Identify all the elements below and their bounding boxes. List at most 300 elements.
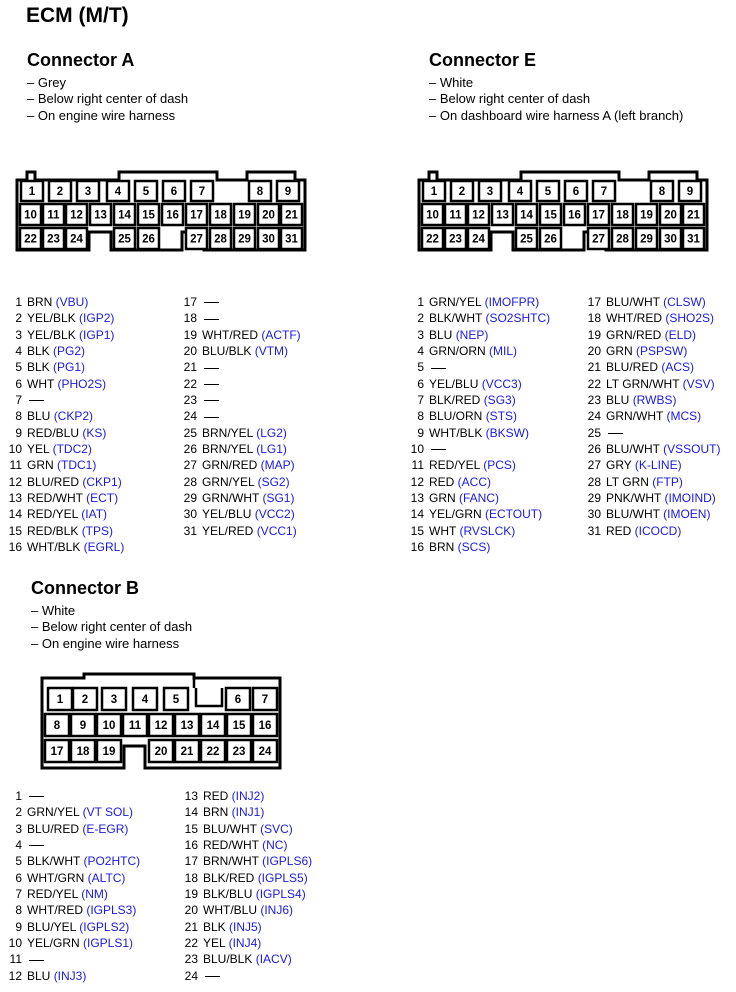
unused-pin-dash — [29, 400, 44, 401]
unused-pin-dash — [431, 449, 446, 450]
unused-pin-dash — [29, 960, 44, 961]
wire-color: BLU — [429, 327, 456, 342]
wire-color: YEL — [203, 936, 229, 951]
wire-color: WHT — [27, 376, 58, 391]
signal-code: (IGPLS5) — [257, 870, 308, 885]
cavity-label: 1 — [56, 694, 64, 706]
signal-code: (MCS) — [666, 409, 702, 424]
connector-a-location: – Below right center of dash — [27, 91, 189, 107]
wire-color: YEL/BLK — [27, 311, 80, 326]
pin-number: 29 — [587, 491, 601, 506]
signal-code: (NM) — [81, 887, 108, 902]
pin-number: 5 — [417, 360, 424, 375]
pin-row — [579, 376, 720, 392]
unused-pin-dash — [431, 368, 446, 369]
pin-row — [175, 523, 301, 539]
signal-code: (VSSOUT) — [663, 442, 721, 457]
wire-color: BLK/WHT — [27, 854, 84, 869]
signal-code: (CLSW) — [663, 295, 706, 309]
cavity-label: 31 — [687, 233, 700, 246]
pin-number: 16 — [184, 838, 198, 853]
signal-code: (PHO2S) — [57, 376, 107, 391]
pin-row — [0, 310, 124, 326]
wire-color: WHT/RED — [606, 311, 666, 326]
wire-color: BLU/WHT — [606, 507, 664, 522]
cavity-label: 21 — [687, 209, 700, 222]
cavity-label: 4 — [114, 186, 122, 198]
signal-code: (VBU) — [55, 295, 89, 309]
pin-number: 21 — [183, 360, 197, 375]
pin-number: 29 — [183, 491, 197, 506]
wire-color: GRN/RED — [202, 458, 261, 473]
cavity-label: 16 — [258, 720, 272, 732]
pin-number: 19 — [183, 327, 197, 342]
signal-code: (PSPSW) — [636, 344, 688, 359]
pin-number: 6 — [15, 870, 22, 885]
wire-color: WHT/RED — [202, 327, 262, 342]
pin-row — [579, 310, 720, 326]
pin-row — [0, 821, 140, 837]
wire-color: BLK/RED — [429, 393, 484, 408]
signal-code: (MIL) — [489, 344, 517, 359]
wire-color: BLU — [27, 409, 54, 424]
pin-row — [402, 408, 550, 424]
pin-number: 7 — [15, 393, 22, 408]
wire-color: BLU/WHT — [606, 295, 664, 309]
pin-number: 1 — [417, 295, 424, 309]
cavity-label: 13 — [94, 209, 107, 222]
wire-color: YEL/RED — [202, 523, 257, 538]
pin-number: 22 — [184, 936, 198, 951]
pin-number: 23 — [587, 393, 601, 408]
cavity-label: 24 — [258, 746, 272, 758]
wire-color: BLU/BLK — [203, 952, 256, 967]
signal-code: (NEP) — [455, 327, 489, 342]
pin-number: 9 — [15, 919, 22, 934]
cavity-label: 18 — [214, 209, 227, 222]
pin-number: 13 — [8, 491, 22, 506]
wire-color: BLU/RED — [27, 821, 83, 836]
wire-color: GRN/YEL — [27, 805, 83, 820]
pin-number: 18 — [587, 311, 601, 326]
pin-number: 3 — [15, 821, 22, 836]
signal-code: (PO2HTC) — [83, 854, 141, 869]
wire-color: YEL/GRN — [27, 936, 84, 951]
pin-number: 12 — [8, 968, 22, 983]
pin-number: 4 — [417, 344, 424, 359]
wire-color: RED/YEL — [429, 458, 484, 473]
pin-row — [175, 425, 301, 441]
pin-number: 20 — [587, 344, 601, 359]
signal-code: (IMOEN) — [663, 507, 711, 522]
pin-row — [175, 327, 301, 343]
cavity-label: 27 — [190, 233, 203, 246]
cavity-label: 8 — [658, 186, 666, 198]
pin-row — [175, 474, 301, 490]
pin-number: 25 — [183, 425, 197, 440]
cavity-label: 6 — [234, 694, 242, 706]
signal-code: (VSV) — [682, 376, 715, 391]
wire-color: GRN/WHT — [202, 491, 263, 506]
signal-code: (MAP) — [260, 458, 295, 473]
pin-number: 7 — [417, 393, 424, 408]
signal-code: (BKSW) — [485, 425, 530, 440]
pin-number: 21 — [587, 360, 601, 375]
pin-row — [175, 490, 301, 506]
wire-color: YEL — [27, 442, 53, 457]
cavity-label: 13 — [180, 720, 194, 732]
wire-color: BLK — [203, 919, 230, 934]
cavity-label: 19 — [238, 209, 251, 222]
pin-number: 7 — [15, 887, 22, 902]
cavity-label: 14 — [118, 209, 131, 222]
page-title: ECM (M/T) — [26, 4, 129, 27]
cavity-label: 17 — [50, 746, 64, 758]
pin-number: 17 — [587, 295, 601, 309]
cavity-label: 4 — [516, 186, 524, 198]
pin-number: 31 — [587, 523, 601, 538]
wire-color: RED/WHT — [27, 491, 87, 506]
signal-code: (SVC) — [260, 821, 293, 836]
cavity-label: 3 — [486, 186, 494, 198]
cavity-label: 21 — [180, 746, 194, 758]
signal-code: (IGPLS2) — [79, 919, 130, 934]
pin-number: 25 — [587, 425, 601, 440]
connector-a-title: Connector A — [27, 50, 135, 70]
connector-b-diagram — [40, 670, 282, 770]
connector-b-harness: – On engine wire harness — [31, 635, 180, 651]
wire-color: YEL/BLU — [202, 507, 255, 522]
pin-row — [0, 457, 124, 473]
pin-row — [0, 935, 140, 951]
cavity-label: 24 — [70, 233, 83, 246]
signal-code: (INJ3) — [53, 968, 87, 983]
pin-row — [579, 359, 720, 375]
cavity-label: 23 — [232, 746, 246, 758]
pin-row — [176, 886, 312, 902]
pin-number: 17 — [183, 295, 197, 309]
wire-color: GRN/YEL — [202, 474, 258, 489]
cavity-label: 9 — [686, 186, 694, 198]
pin-row — [0, 886, 140, 902]
wire-color: BRN — [429, 540, 458, 555]
wire-color: WHT/BLK — [27, 540, 84, 555]
pin-row — [579, 327, 720, 343]
pin-row — [402, 343, 550, 359]
cavity-label: 20 — [664, 209, 677, 222]
signal-code: (ACTF) — [261, 327, 301, 342]
pin-number: 28 — [183, 474, 197, 489]
signal-code: (IMOIND) — [664, 491, 716, 506]
pin-row — [176, 870, 312, 886]
cavity-label: 6 — [170, 186, 178, 198]
pin-number: 13 — [410, 491, 424, 506]
pin-number: 3 — [417, 327, 424, 342]
pin-number: 23 — [183, 393, 197, 408]
pin-row — [402, 425, 550, 441]
pin-number: 15 — [410, 523, 424, 538]
pin-row — [0, 506, 124, 522]
cavity-label: 29 — [640, 233, 653, 246]
cavity-label: 9 — [79, 720, 87, 732]
pin-row — [402, 523, 550, 539]
cavity-label: 2 — [458, 186, 466, 198]
signal-code: (VCC2) — [254, 507, 295, 522]
pin-row — [402, 359, 550, 375]
cavity-label: 11 — [128, 720, 142, 732]
pin-number: 1 — [15, 789, 22, 803]
cavity-label: 22 — [206, 746, 220, 758]
pin-number: 20 — [184, 903, 198, 918]
signal-code: (E-EGR) — [82, 821, 129, 836]
cavity-label: 18 — [616, 209, 629, 222]
pin-number: 11 — [9, 458, 22, 473]
pin-number: 19 — [587, 327, 601, 342]
pin-row — [175, 359, 301, 375]
wire-color: YEL/BLU — [429, 376, 482, 391]
pin-row — [402, 376, 550, 392]
pin-number: 23 — [184, 952, 198, 967]
pin-row — [0, 804, 140, 820]
connector-b-description — [31, 603, 192, 652]
signal-code: (INJ2) — [231, 789, 265, 803]
cavity-label: 9 — [284, 186, 292, 198]
pin-number: 2 — [15, 311, 22, 326]
cavity-label: 7 — [600, 186, 608, 198]
pin-number: 16 — [8, 540, 22, 555]
connector-e-description — [429, 75, 683, 124]
pin-row — [0, 490, 124, 506]
pin-number: 28 — [587, 474, 601, 489]
cavity-label: 14 — [520, 209, 533, 222]
unused-pin-dash — [29, 845, 44, 846]
signal-code: (LG2) — [256, 425, 287, 440]
connector-b-location: – Below right center of dash — [31, 619, 193, 635]
cavity-label: 22 — [426, 233, 439, 246]
signal-code: (K-LINE) — [634, 458, 682, 473]
wire-color: BLK/WHT — [429, 311, 486, 326]
signal-code: (SCS) — [457, 540, 491, 555]
pin-row — [0, 408, 124, 424]
signal-code: (SG1) — [262, 491, 295, 506]
pin-number: 2 — [15, 805, 22, 820]
signal-code: (FANC) — [459, 491, 499, 506]
signal-code: (ALTC) — [87, 870, 126, 885]
pin-number: 14 — [8, 507, 22, 522]
signal-code: (IGP1) — [79, 327, 115, 342]
unused-pin-dash — [204, 302, 219, 303]
wire-color: BRN — [203, 805, 232, 820]
wire-color: RED/BLU — [27, 425, 83, 440]
wire-color: RED — [606, 523, 635, 538]
wire-color: WHT — [429, 523, 460, 538]
connector-a-pinlist-left — [0, 294, 124, 556]
cavity-label: 16 — [166, 209, 179, 222]
wire-color: LT GRN/WHT — [606, 376, 683, 391]
wire-color: LT GRN — [606, 474, 653, 489]
pin-row — [579, 392, 720, 408]
cavity-label: 28 — [214, 233, 227, 246]
cavity-label: 20 — [154, 746, 168, 758]
pin-row — [579, 408, 720, 424]
pin-row — [175, 376, 301, 392]
connector-e-diagram — [417, 168, 712, 258]
cavity-label: 19 — [102, 746, 116, 758]
signal-code: (VT SOL) — [82, 805, 134, 820]
pin-number: 24 — [183, 409, 197, 424]
pin-number: 9 — [417, 425, 424, 440]
wire-color: BLU/WHT — [203, 821, 261, 836]
pin-number: 19 — [184, 887, 198, 902]
wire-color: BLU/ORN — [429, 409, 486, 424]
connector-e-pinlist-left — [402, 294, 550, 556]
connector-e-harness: – On dashboard wire harness A (left branch) — [429, 107, 684, 123]
signal-code: (KS) — [82, 425, 107, 440]
pin-number: 17 — [184, 854, 198, 869]
signal-code: (RWBS) — [632, 393, 677, 408]
pin-number: 26 — [183, 442, 197, 457]
pin-row — [0, 376, 124, 392]
cavity-label: 2 — [81, 694, 89, 706]
pin-number: 1 — [15, 295, 22, 309]
cavity-label: 12 — [70, 209, 83, 222]
pin-number: 16 — [410, 540, 424, 555]
pin-number: 27 — [587, 458, 601, 473]
pin-number: 2 — [417, 311, 424, 326]
pin-number: 21 — [184, 919, 198, 934]
signal-code: (ELD) — [664, 327, 697, 342]
signal-code: (ICOCD) — [634, 523, 682, 538]
cavity-label: 15 — [142, 209, 155, 222]
pin-row — [0, 968, 140, 984]
pin-row — [579, 457, 720, 473]
cavity-label: 23 — [449, 233, 462, 246]
connector-e-pinlist-right — [579, 294, 720, 539]
signal-code: (LG1) — [256, 442, 287, 457]
unused-pin-dash — [204, 384, 219, 385]
wire-color: WHT/RED — [27, 903, 87, 918]
wire-color: RED/YEL — [27, 887, 82, 902]
pin-row — [175, 408, 301, 424]
wire-color: BLU — [27, 968, 54, 983]
cavity-label: 1 — [430, 186, 438, 198]
pin-number: 13 — [184, 789, 198, 803]
wire-color: WHT/GRN — [27, 870, 88, 885]
signal-code: (SO2SHTC) — [485, 311, 551, 326]
signal-code: (IGPLS6) — [262, 854, 313, 869]
pin-row — [0, 343, 124, 359]
signal-code: (PG2) — [53, 344, 86, 359]
cavity-label: 2 — [56, 186, 64, 198]
pin-number: 31 — [183, 523, 197, 538]
wire-color: WHT/BLK — [429, 425, 486, 440]
pin-row — [175, 310, 301, 326]
signal-code: (ACC) — [457, 474, 491, 489]
signal-code: (ECT) — [86, 491, 119, 506]
pin-number: 27 — [183, 458, 197, 473]
pin-row — [0, 837, 140, 853]
pin-row — [175, 457, 301, 473]
cavity-label: 27 — [592, 233, 605, 246]
connector-b-pinlist-right — [176, 788, 312, 984]
wire-color: GRN/WHT — [606, 409, 667, 424]
pin-number: 6 — [417, 376, 424, 391]
pin-number: 24 — [587, 409, 601, 424]
pin-row — [0, 788, 140, 804]
pin-row — [176, 804, 312, 820]
cavity-label: 7 — [198, 186, 206, 198]
signal-code: (SG2) — [257, 474, 290, 489]
pin-number: 24 — [184, 968, 198, 983]
pin-number: 30 — [183, 507, 197, 522]
connector-key — [194, 678, 222, 706]
signal-code: (TDC2) — [52, 442, 92, 457]
cavity-label: 24 — [472, 233, 485, 246]
unused-pin-dash — [204, 417, 219, 418]
pin-number: 10 — [8, 442, 22, 457]
signal-code: (IMOFPR) — [484, 295, 540, 309]
signal-code: (PG1) — [53, 360, 86, 375]
signal-code: (CKP2) — [53, 409, 94, 424]
signal-code: (CKP1) — [82, 474, 122, 489]
wire-color: BLK/BLU — [203, 887, 256, 902]
cavity-label: 10 — [24, 209, 37, 222]
pin-row — [175, 343, 301, 359]
unused-pin-dash — [205, 976, 220, 977]
wire-color: GRN/ORN — [429, 344, 489, 359]
pin-row — [0, 474, 124, 490]
pin-row — [579, 490, 720, 506]
cavity-label: 20 — [262, 209, 275, 222]
pin-row — [579, 506, 720, 522]
signal-code: (TPS) — [81, 523, 114, 538]
cavity-label: 16 — [568, 209, 581, 222]
pin-row — [579, 441, 720, 457]
signal-code: (RVSLCK) — [459, 523, 516, 538]
wire-color: YEL/GRN — [429, 507, 486, 522]
pin-row — [0, 327, 124, 343]
signal-code: (NC) — [262, 838, 288, 853]
pin-row — [0, 441, 124, 457]
wire-color: RED — [429, 474, 458, 489]
wire-color: BLK — [27, 344, 54, 359]
pin-number: 12 — [8, 474, 22, 489]
wire-color: RED/WHT — [203, 838, 263, 853]
connector-b-pinlist-left — [0, 788, 140, 984]
pin-row — [175, 392, 301, 408]
cavity-label: 5 — [544, 186, 552, 198]
pin-row — [579, 294, 720, 310]
connector-e-title: Connector E — [429, 50, 537, 70]
pin-number: 26 — [587, 442, 601, 457]
pin-row — [402, 294, 550, 310]
unused-pin-dash — [204, 319, 219, 320]
cavity-label: 7 — [261, 694, 269, 706]
cavity-label: 22 — [24, 233, 37, 246]
wire-color: BLK/RED — [203, 870, 258, 885]
wire-color: RED/YEL — [27, 507, 82, 522]
pin-row — [176, 788, 312, 804]
signal-code: (IGPLS3) — [86, 903, 137, 918]
unused-pin-dash — [608, 433, 623, 434]
wire-color: GRN — [27, 458, 57, 473]
cavity-label: 28 — [616, 233, 629, 246]
cavity-label: 14 — [206, 720, 220, 732]
wire-color: BLK — [27, 360, 54, 375]
pin-row — [579, 474, 720, 490]
pin-row — [402, 457, 550, 473]
unused-pin-dash — [204, 400, 219, 401]
